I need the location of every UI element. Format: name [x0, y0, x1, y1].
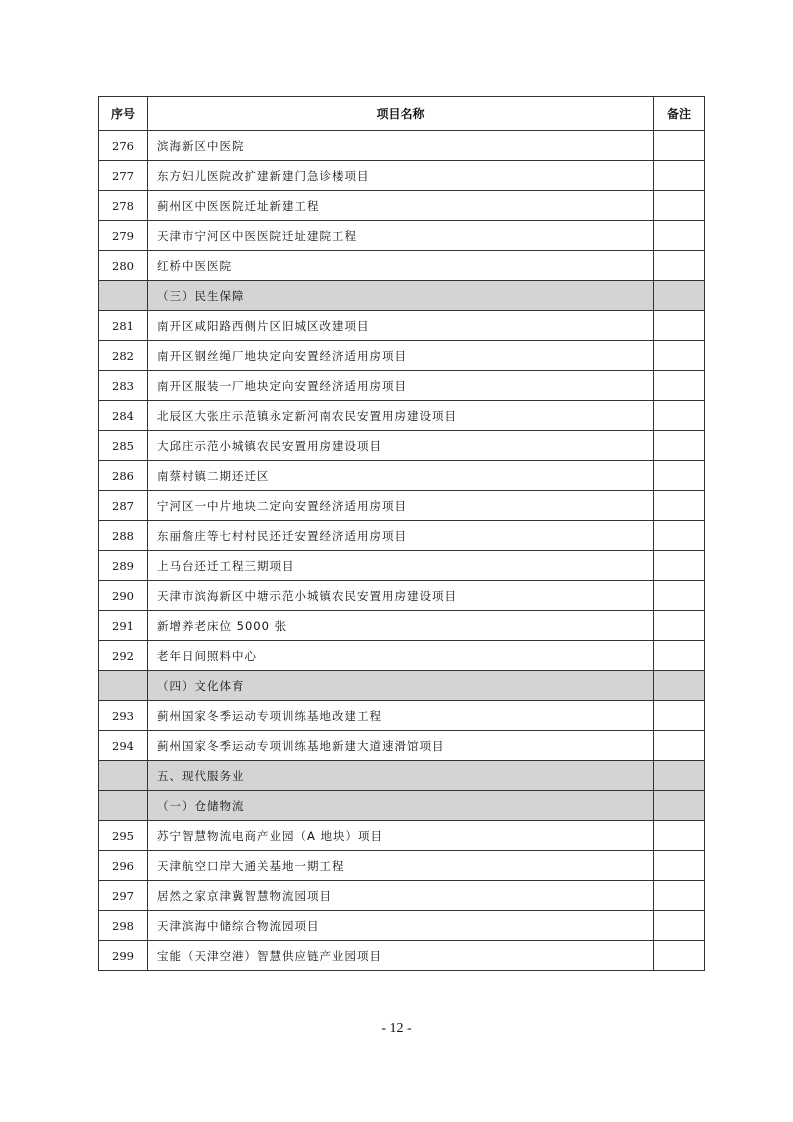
row-project-name: 北辰区大张庄示范镇永定新河南农民安置用房建设项目: [148, 401, 654, 431]
row-number: 282: [99, 341, 148, 371]
row-note: [654, 581, 705, 611]
row-note: [654, 761, 705, 791]
row-number: 299: [99, 941, 148, 971]
table-row: [99, 941, 705, 971]
row-note: [654, 551, 705, 581]
row-project-name: （三）民生保障: [148, 281, 654, 311]
row-project-name: 居然之家京津冀智慧物流园项目: [148, 881, 654, 911]
row-note: [654, 281, 705, 311]
table-row: [99, 131, 705, 161]
row-project-name: 东方妇儿医院改扩建新建门急诊楼项目: [148, 161, 654, 191]
row-number: 280: [99, 251, 148, 281]
row-note: [654, 161, 705, 191]
row-number: [99, 791, 148, 821]
row-note: [654, 611, 705, 641]
row-project-name: 天津滨海中储综合物流园项目: [148, 911, 654, 941]
row-project-name: 蓟州国家冬季运动专项训练基地新建大道速滑馆项目: [148, 731, 654, 761]
row-note: [654, 941, 705, 971]
row-project-name: 东丽詹庄等七村村民还迁安置经济适用房项目: [148, 521, 654, 551]
row-number: 297: [99, 881, 148, 911]
row-number: 276: [99, 131, 148, 161]
row-project-name: 南开区咸阳路西侧片区旧城区改建项目: [148, 311, 654, 341]
table-row: [99, 431, 705, 461]
row-note: [654, 911, 705, 941]
row-number: 287: [99, 491, 148, 521]
page-number: - 12 -: [381, 1021, 412, 1036]
section-row: [99, 281, 705, 311]
row-note: [654, 491, 705, 521]
row-note: [654, 431, 705, 461]
row-project-name: 大邱庄示范小城镇农民安置用房建设项目: [148, 431, 654, 461]
row-project-name: 天津市宁河区中医医院迁址建院工程: [148, 221, 654, 251]
header-no: 序号: [99, 97, 148, 131]
row-number: 281: [99, 311, 148, 341]
row-number: 294: [99, 731, 148, 761]
section-row: [99, 671, 705, 701]
row-project-name: 老年日间照料中心: [148, 641, 654, 671]
table-row: [99, 371, 705, 401]
row-project-name: 天津航空口岸大通关基地一期工程: [148, 851, 654, 881]
row-number: 288: [99, 521, 148, 551]
table-row: [99, 221, 705, 251]
table-row: [99, 701, 705, 731]
row-project-name: 南蔡村镇二期还迁区: [148, 461, 654, 491]
row-number: 283: [99, 371, 148, 401]
row-project-name: 上马台还迁工程三期项目: [148, 551, 654, 581]
table-row: [99, 731, 705, 761]
row-number: 292: [99, 641, 148, 671]
row-project-name: 蓟州国家冬季运动专项训练基地改建工程: [148, 701, 654, 731]
row-note: [654, 671, 705, 701]
row-note: [654, 221, 705, 251]
header-note: 备注: [654, 97, 705, 131]
row-project-name: 红桥中医医院: [148, 251, 654, 281]
row-number: 279: [99, 221, 148, 251]
row-project-name: 新增养老床位 5000 张: [148, 611, 654, 641]
header-name: 项目名称: [148, 97, 654, 131]
row-number: 295: [99, 821, 148, 851]
row-note: [654, 131, 705, 161]
project-table: [98, 96, 705, 971]
row-number: [99, 761, 148, 791]
row-project-name: 滨海新区中医院: [148, 131, 654, 161]
row-project-name: 五、现代服务业: [148, 761, 654, 791]
row-note: [654, 521, 705, 551]
row-number: 291: [99, 611, 148, 641]
row-number: 289: [99, 551, 148, 581]
row-note: [654, 461, 705, 491]
row-note: [654, 881, 705, 911]
row-note: [654, 191, 705, 221]
row-project-name: （一）仓储物流: [148, 791, 654, 821]
row-note: [654, 371, 705, 401]
row-note: [654, 641, 705, 671]
table-row: [99, 821, 705, 851]
row-number: 286: [99, 461, 148, 491]
row-number: 277: [99, 161, 148, 191]
table-row: [99, 491, 705, 521]
row-note: [654, 341, 705, 371]
row-number: [99, 671, 148, 701]
row-note: [654, 791, 705, 821]
table-row: [99, 551, 705, 581]
row-project-name: 天津市滨海新区中塘示范小城镇农民安置用房建设项目: [148, 581, 654, 611]
table-row: [99, 251, 705, 281]
row-project-name: 宁河区一中片地块二定向安置经济适用房项目: [148, 491, 654, 521]
table-row: [99, 881, 705, 911]
table-row: [99, 611, 705, 641]
section-row: [99, 791, 705, 821]
row-number: [99, 281, 148, 311]
row-project-name: 南开区钢丝绳厂地块定向安置经济适用房项目: [148, 341, 654, 371]
row-project-name: （四）文化体育: [148, 671, 654, 701]
table-header-row: [99, 97, 705, 131]
row-number: 285: [99, 431, 148, 461]
table-row: [99, 641, 705, 671]
table-row: [99, 851, 705, 881]
table-row: [99, 161, 705, 191]
row-project-name: 宝能（天津空港）智慧供应链产业园项目: [148, 941, 654, 971]
row-note: [654, 311, 705, 341]
table-row: [99, 191, 705, 221]
row-note: [654, 251, 705, 281]
row-number: 284: [99, 401, 148, 431]
table-row: [99, 341, 705, 371]
row-number: 293: [99, 701, 148, 731]
table-row: [99, 911, 705, 941]
row-number: 298: [99, 911, 148, 941]
table-row: [99, 521, 705, 551]
row-number: 290: [99, 581, 148, 611]
row-project-name: 南开区服装一厂地块定向安置经济适用房项目: [148, 371, 654, 401]
row-note: [654, 851, 705, 881]
table-row: [99, 461, 705, 491]
section-row: [99, 761, 705, 791]
table-row: [99, 401, 705, 431]
row-note: [654, 701, 705, 731]
row-project-name: 苏宁智慧物流电商产业园（A 地块）项目: [148, 821, 654, 851]
row-number: 278: [99, 191, 148, 221]
row-note: [654, 401, 705, 431]
table-row: [99, 581, 705, 611]
row-note: [654, 731, 705, 761]
table-row: [99, 311, 705, 341]
row-project-name: 蓟州区中医医院迁址新建工程: [148, 191, 654, 221]
row-note: [654, 821, 705, 851]
row-number: 296: [99, 851, 148, 881]
